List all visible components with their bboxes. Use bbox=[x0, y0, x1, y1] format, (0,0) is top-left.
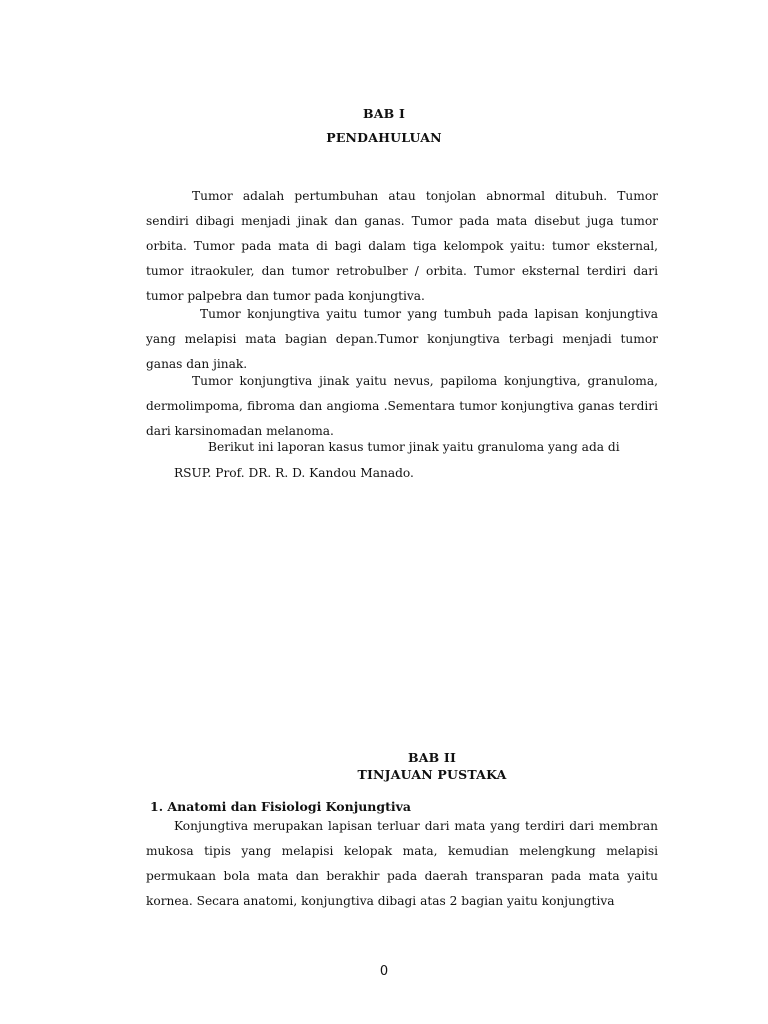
paragraph-1: Tumor adalah pertumbuhan atau tonjolan abnormal ditubuh. Tumor sendiri dibagi menjadi jinak dan ganas. Tumor pada mata disebut juga tumor orbita. Tumor pada mata di bagi dalam tiga kelompok yaitu: tumor eksternal, tumor itraokuler, dan tumor retrobulber / orbita. Tumor eksternal terdiri dari tumor palpebra dan tumor pada konjungtiva. bbox=[146, 189, 658, 303]
chapter-1-title: PENDAHULUAN bbox=[326, 130, 442, 145]
paragraph-2: Tumor konjungtiva yaitu tumor yang tumbuh pada lapisan konjungtiva yang melapisi mata bagian depan.Tumor konjungtiva terbagi menjadi tumor ganas dan jinak. bbox=[146, 307, 658, 371]
paragraph-3: Tumor konjungtiva jinak yaitu nevus, papiloma konjungtiva, granuloma, dermolimpoma, fibroma dan angioma .Sementara tumor konjungtiva ganas terdiri dari karsinomadan melanoma. bbox=[146, 374, 658, 438]
chapter-2-title: TINJAUAN PUSTAKA bbox=[357, 767, 507, 782]
paragraph-4-continuation: RSUP. Prof. DR. R. D. Kandou Manado. bbox=[174, 466, 414, 480]
chapter-1-label: BAB I bbox=[362, 106, 406, 121]
paragraph-4: Berikut ini laporan kasus tumor jinak yaitu granuloma yang ada di bbox=[208, 440, 620, 454]
paragraph-5: Konjungtiva merupakan lapisan terluar dari mata yang terdiri dari membran mukosa tipis yang melapisi kelopak mata, kemudian melengkung melapisi permukaan bola mata dan berakhir pada daerah transparan pada mata yaitu kornea. Secara anatomi, konjungtiva dibagi atas 2 bagian yaitu konjungtiva bbox=[146, 819, 658, 908]
page-number: 0 bbox=[379, 964, 389, 979]
section-heading-1: 1. Anatomi dan Fisiologi Konjungtiva bbox=[150, 799, 412, 814]
chapter-2-label: BAB II bbox=[407, 750, 457, 765]
